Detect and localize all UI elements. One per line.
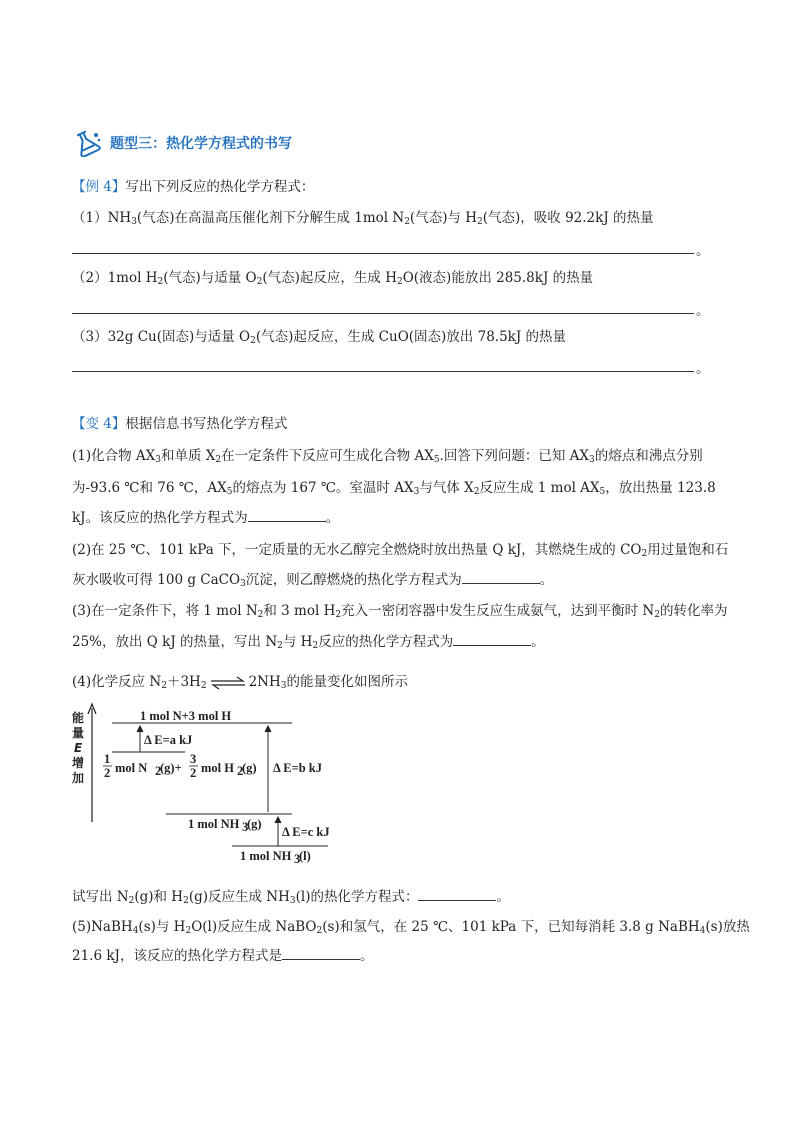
ylabel-char-1: 量 [72,726,85,740]
frac2-den: 2 [190,766,197,780]
example-4-question-3: （3）32g Cu(固态)与适量 $O_2$(气态)起反应，生成 CuO(固态)放出 78.5kJ 的热量 [72,329,567,346]
flask-icon [72,129,102,157]
delta-e-b-label: Δ E=b kJ [273,761,323,775]
variant-4-p1-line3: kJ。该反应的热化学方程式为 。 [72,510,340,526]
variant-4-p3-line2: 25%，放出 Q kJ 的热量，写出 $N_2$与 $H_2$反应的热化学方程式为 。 [72,634,545,651]
ylabel-char-4: 加 [72,771,85,785]
mid-sub-2a: 2 [155,764,162,778]
energy-level-diagram [70,700,340,865]
answer-line-1[interactable] [72,253,694,254]
nh3-l-label: 1 mol NH [240,849,292,863]
variant-4-p2-line1: (2)在 25 ℃、101 kPa 下，一定质量的无水乙醇完全燃烧时放出热量 Q kJ，其燃烧生成的 $CO_2$用过量饱和石 [72,542,729,559]
answer-line-2[interactable] [72,313,694,314]
mid-level-b: (g)+ [160,761,182,775]
arrow-c-icon [275,817,281,823]
mid-sub-2b: 2 [237,764,244,778]
variant-4-p1-line2: 为-93.6 ℃和 76 ℃，$AX_5$的熔点为 167 ℃。室温时 $AX_3$与气体 $X_2$反应生成 1 mol $AX_5$，放出热量 123.8 [72,480,716,497]
nh3-l-tail: (l) [299,849,311,863]
variant-4-p1-line1: (1)化合物 $AX_3$和单质 $X_2$在一定条件下反应可生成化合物 $AX_5$.回答下列问题：已知 $AX_3$的熔点和沸点分别 [72,448,703,465]
variant-4-p5-line1: (5)NaBH$_4$(s)与 $H_2O(l)$反应生成 NaBO$_2$(s)和氢气，在 25 ℃、101 kPa 下，已知每消耗 3.8 g NaBH$_4$(s)放热 [72,919,750,936]
answer-blank-3[interactable] [453,633,531,646]
answer-blank-2[interactable] [462,571,540,584]
example-4-prompt: 写出下列反应的热化学方程式： [125,179,315,195]
variant-4-p4: (4)化学反应 $N_2+3H_2$ $2NH_3$的能量变化如图所示 [72,674,408,691]
period: 。 [696,361,710,377]
frac2-num: 3 [190,752,197,766]
variant-4-p3-line1: (3)在一定条件下，将 1 mol $N_2$和 3 mol $H_2$充入一密闭容器中发生反应生成氨气，达到平衡时 $N_2$的转化率为 [72,603,728,620]
variant-4-heading [72,414,287,434]
ylabel-char-3: 增 [72,756,85,770]
nh3-g-tail: (g) [247,817,262,831]
nh3-l-sub: 3 [294,852,301,865]
example-4-question-2: （2）1mol $H_2$(气态)与适量 $O_2$(气态)起反应，生成 $H_2O$(液态)能放出 285.8kJ 的热量 [72,270,594,287]
period: 。 [696,303,710,319]
variant-4-tag: 【变 4】 [72,416,126,432]
answer-blank-5[interactable] [282,947,360,960]
example-4-tag: 【例 4】 [72,179,126,195]
delta-e-a-label: Δ E=a kJ [144,733,193,747]
mid-level-d: (g) [242,761,257,775]
nh3-g-sub: 3 [242,820,249,834]
period: 。 [696,243,710,259]
example-4-heading [72,177,314,197]
section-header [72,128,292,158]
variant-4-prompt: 根据信息书写热化学方程式 [125,416,288,432]
frac1-num: 1 [104,752,111,766]
section-title: 题型三：热化学方程式的书写 [110,136,292,152]
mid-level-c: mol H [201,761,234,775]
level-top-label: 1 mol N+3 mol H [140,709,232,723]
nh3-g-label: 1 mol NH [188,817,240,831]
arrow-b-icon [265,726,271,732]
delta-e-c-label: Δ E=c kJ [282,825,330,839]
answer-line-3[interactable] [72,371,694,372]
arrow-a-icon [137,726,143,732]
answer-blank-4[interactable] [418,888,496,901]
example-4-question-1: $(1)NH_3$(气态)在高温高压催化剂下分解生成 1mol $N_2$(气态)与 $H_2$(气态)，吸收 92.2kJ 的热量 [72,210,654,227]
ylabel-char-2: E [74,741,83,755]
variant-4-q4: 试写出 $N_2(g)$和 $H_2(g)$反应生成 $NH_3(l)$的热化学方程式： 。 [72,889,510,906]
frac1-den: 2 [104,766,111,780]
equilibrium-arrow-icon [209,676,247,690]
ylabel-char-0: 能 [72,711,85,725]
variant-4-p5-line2: 21.6 kJ，该反应的热化学方程式是 。 [72,948,374,964]
mid-level-a: mol N [115,761,148,775]
variant-4-p2-line2: 灰水吸收可得 100 g CaCO$_3$沉淀，则乙醇燃烧的热化学方程式为 。 [72,572,554,589]
answer-blank-1[interactable] [248,509,326,522]
